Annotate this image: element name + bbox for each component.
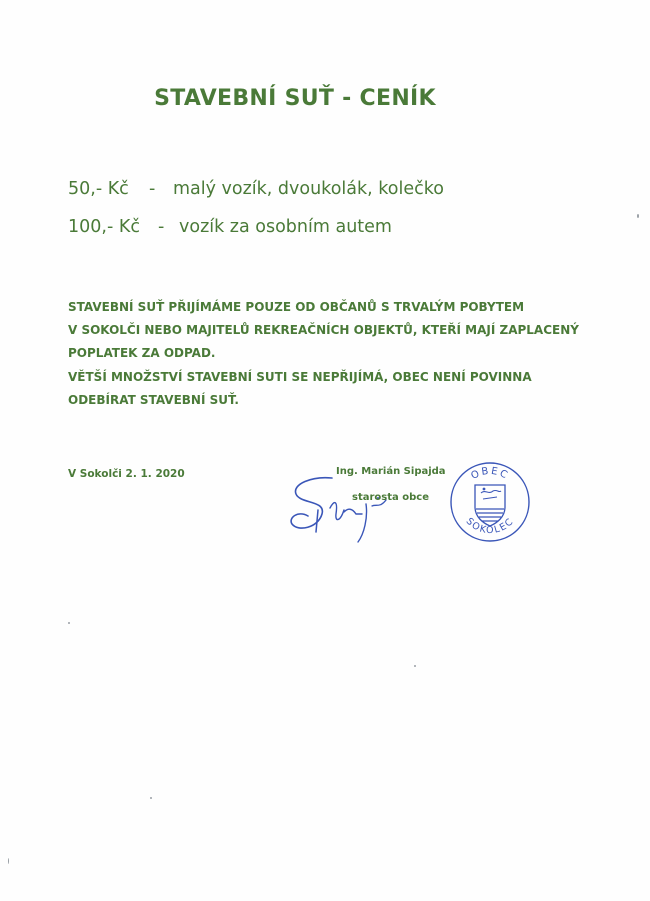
price-description: vozík za osobním autem [179, 217, 392, 237]
handwritten-signature [282, 470, 392, 545]
signer-role: starosta obce [352, 492, 429, 503]
price-dash: - [149, 179, 156, 199]
acceptance-notice [68, 296, 588, 365]
price-row [68, 179, 444, 199]
price-row [68, 217, 392, 237]
municipal-stamp [449, 461, 531, 543]
price-description: malý vozík, dvoukolák, kolečko [173, 179, 444, 199]
document-date: V Sokolči 2. 1. 2020 [68, 468, 185, 480]
document-title: STAVEBNÍ SUŤ - CENÍK [154, 86, 436, 111]
notice-line: V SOKOLČI NEBO MAJITELŮ REKREAČNÍCH OBJEKTŮ, KTEŘÍ MAJÍ ZAPLACENÝ [68, 323, 579, 337]
notice-line: STAVEBNÍ SUŤ PŘIJÍMÁME POUZE OD OBČANŮ S TRVALÝM POBYTEM [68, 300, 525, 314]
price-amount: 50,- Kč [68, 179, 129, 199]
paper-speck [637, 214, 639, 218]
notice-line: VĚTŠÍ MNOŽSTVÍ STAVEBNÍ SUTI SE NEPŘIJÍMÁ, OBEC NENÍ POVINNA [68, 370, 532, 384]
price-dash: - [158, 217, 165, 237]
paper-speck [150, 797, 152, 799]
paper-speck [414, 665, 416, 667]
svg-text:OBEC: OBEC [469, 465, 511, 482]
svg-text:SOKOLEC: SOKOLEC [463, 515, 517, 537]
quantity-notice [68, 366, 588, 412]
price-amount: 100,- Kč [68, 217, 140, 237]
paper-speck [8, 858, 9, 864]
notice-line: POPLATEK ZA ODPAD. [68, 346, 216, 360]
paper-speck [68, 622, 70, 624]
signer-name: Ing. Marián Sipajda [336, 466, 446, 477]
notice-line: ODEBÍRAT STAVEBNÍ SUŤ. [68, 393, 239, 407]
